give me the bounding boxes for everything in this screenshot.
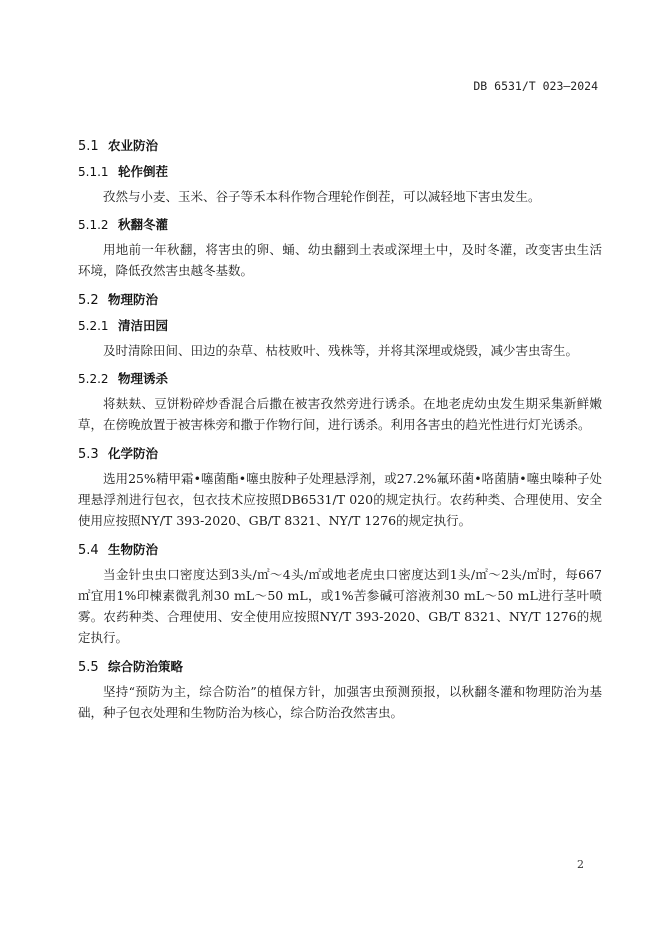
- heading-5-1-1: [78, 162, 602, 180]
- standard-code: DB 6531/T 023—2024: [473, 79, 598, 93]
- heading-title: 农业防治: [108, 138, 159, 153]
- heading-5-4: [78, 540, 602, 558]
- heading-5-2: [78, 290, 602, 308]
- heading-5-2-2: [78, 369, 602, 387]
- paragraph-5-3: 选用25%精甲霜•噻菌酯•噻虫胺种子处理悬浮剂，或27.2%氟环菌•咯菌腈•噻虫嗪种子处理悬浮剂进行包衣，包衣技术应按照DB6531/T 020的规定执行。农药种类、合理使用、安全使用应按照NY/T 393-2020、GB/T 8321、NY/T 1276的规定执行。: [78, 471, 602, 528]
- heading-title: 化学防治: [108, 446, 159, 461]
- page-number: 2: [577, 858, 584, 871]
- heading-number: 5.2.1: [78, 319, 109, 333]
- heading-number: 5.4: [78, 543, 99, 558]
- heading-number: 5.3: [78, 447, 99, 462]
- paragraph-5-1-1: 孜然与小麦、玉米、谷子等禾本科作物合理轮作倒茬，可以减轻地下害虫发生。: [103, 189, 541, 204]
- paragraph-5-4: 当金针虫虫口密度达到3头/㎡～4头/㎡或地老虎虫口密度达到1头/㎡～2头/㎡时，每667 ㎡宜用1%印楝素微乳剂30 mL～50 mL，或1%苦参碱可溶液剂30 mL～50 mL进行茎叶喷雾。农药种类、合理使用、安全使用应按照NY/T 393-2020、GB/T 8321、NY/T 1276的规定执行。: [78, 567, 602, 645]
- heading-title: 轮作倒茬: [118, 164, 169, 179]
- heading-number: 5.2: [78, 293, 99, 308]
- paragraph-5-2-2: 将麸麸、豆饼粉碎炒香混合后撒在被害孜然旁进行诱杀。在地老虎幼虫发生期采集新鲜嫩草，在傍晚放置于被害株旁和撒于作物行间，进行诱杀。利用各害虫的趋光性进行灯光诱杀。: [78, 396, 602, 432]
- heading-title: 物理防治: [108, 292, 159, 307]
- heading-5-1-2: [78, 215, 602, 233]
- heading-number: 5.5: [78, 660, 99, 675]
- document-body: [78, 136, 602, 723]
- heading-5-1: [78, 136, 602, 154]
- paragraph-5-2-1: 及时清除田间、田边的杂草、枯枝败叶、残株等，并将其深埋或烧毁，减少害虫寄生。: [103, 343, 579, 358]
- heading-title: 物理诱杀: [118, 371, 169, 386]
- heading-5-2-1: [78, 316, 602, 334]
- paragraph-5-1-2: 用地前一年秋翻，将害虫的卵、蛹、幼虫翻到土表或深埋土中，及时冬灌，改变害虫生活环境，降低孜然害虫越冬基数。: [78, 242, 602, 278]
- heading-number: 5.1.1: [78, 165, 109, 179]
- heading-5-5: [78, 657, 602, 675]
- heading-title: 秋翻冬灌: [118, 217, 169, 232]
- heading-title: 生物防治: [108, 542, 159, 557]
- heading-5-3: [78, 444, 602, 462]
- heading-number: 5.1.2: [78, 218, 109, 232]
- paragraph-5-5: 坚持“预防为主，综合防治”的植保方针，加强害虫预测预报，以秋翻冬灌和物理防治为基础，种子包衣处理和生物防治为核心，综合防治孜然害虫。: [78, 684, 602, 720]
- heading-number: 5.2.2: [78, 372, 109, 386]
- heading-number: 5.1: [78, 139, 99, 154]
- heading-title: 清洁田园: [118, 318, 169, 333]
- heading-title: 综合防治策略: [108, 659, 184, 674]
